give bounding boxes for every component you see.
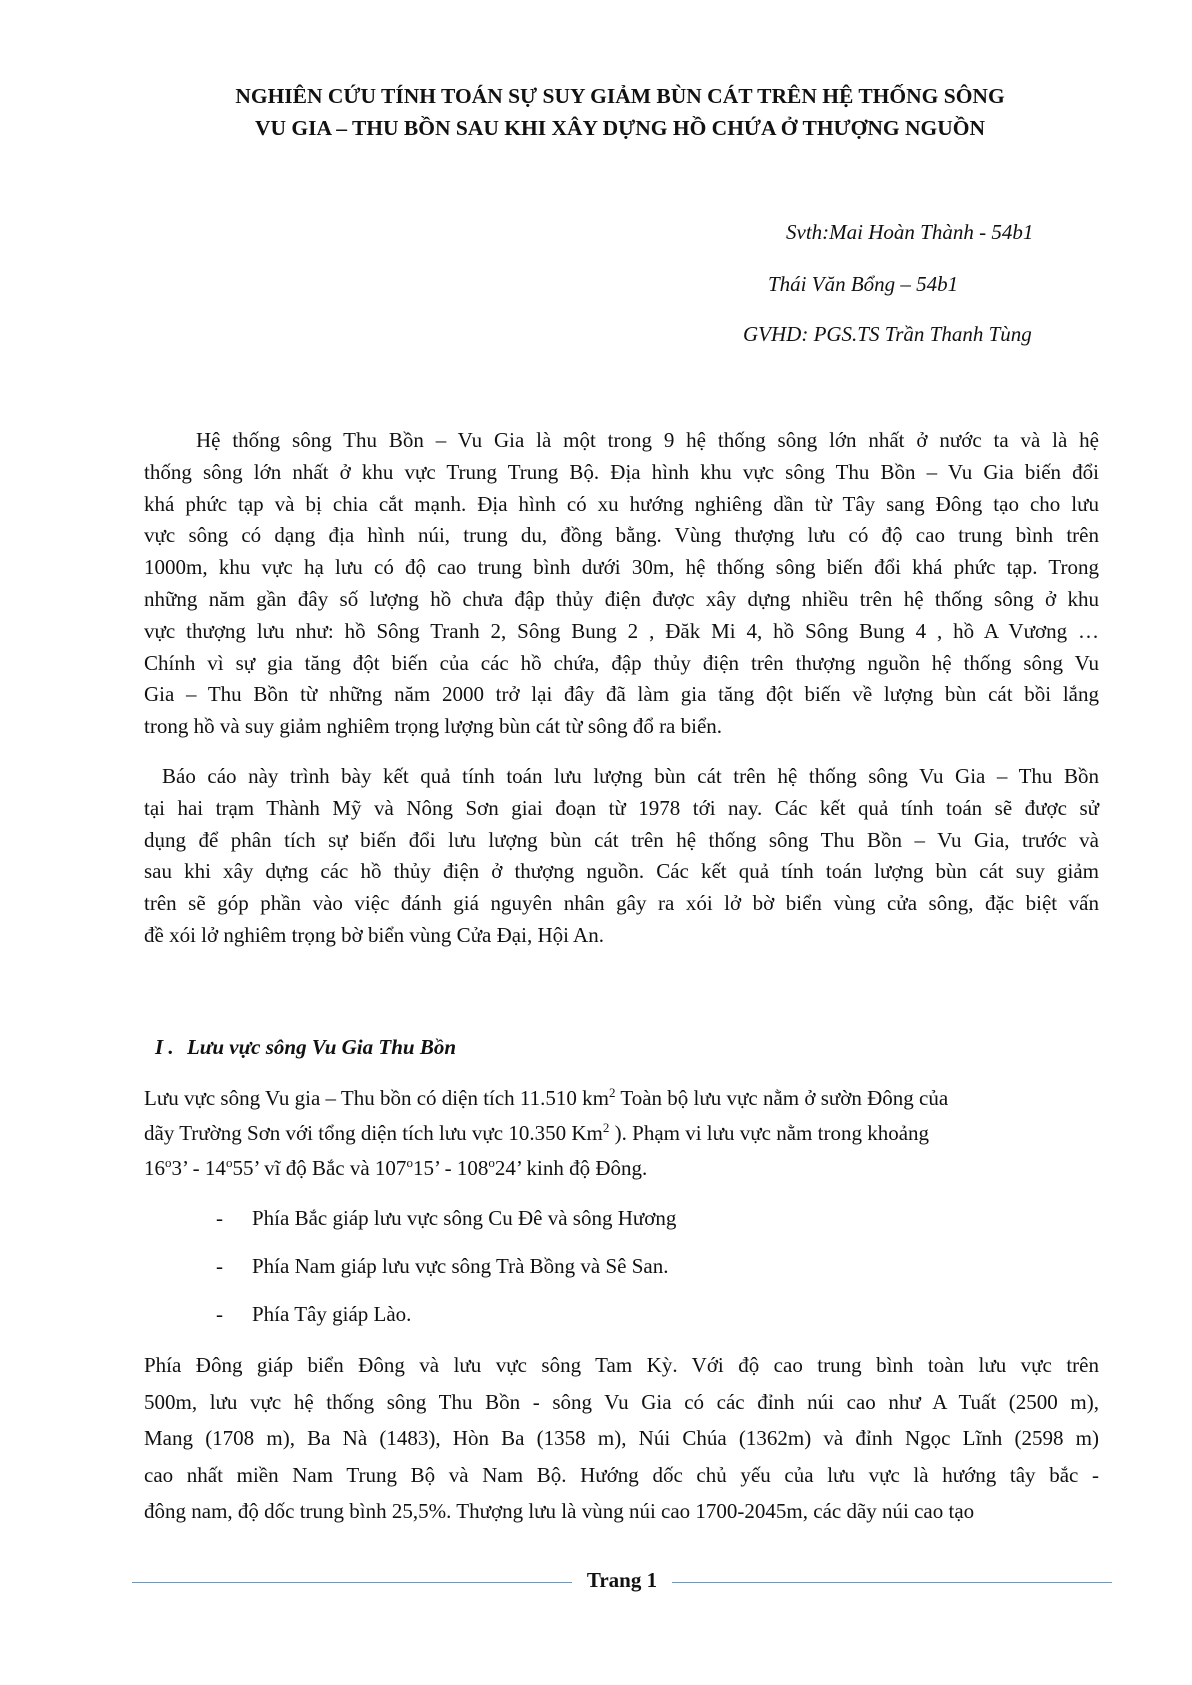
paragraph-line: tại hai trạm Thành Mỹ và Nông Sơn giai đoạn từ 1978 tới nay. Các kết quả tính toán sẽ được sử xyxy=(144,795,1099,820)
bullet-dash: - xyxy=(216,1206,223,1230)
paragraph-line: vực thượng lưu như: hồ Sông Tranh 2, Sông Bung 2 , Đăk Mi 4, hồ Sông Bung 4 , hồ A Vương … xyxy=(144,618,1099,643)
paragraph-line: đề xói lở nghiêm trọng bờ biển vùng Cửa Đại, Hội An. xyxy=(144,922,604,947)
paragraph-line: sau khi xây dựng các hồ thủy điện ở thượng nguồn. Các kết quả tính toán lượng bùn cát suy giảm xyxy=(144,859,1099,884)
title-line-2: VU GIA – THU BỒN SAU KHI XÂY DỰNG HỒ CHỨA Ở THƯỢNG NGUỒN xyxy=(254,116,986,140)
paragraph-line: dụng để phân tích sự biến đổi lưu lượng bùn cát trên hệ thống sông Thu Bồn – Vu Gia, trước và xyxy=(144,827,1099,852)
page-number: Trang 1 xyxy=(577,1568,667,1592)
paragraph-line: Hệ thống sông Thu Bồn – Vu Gia là một trong 9 hệ thống sông lớn nhất ở nước ta và là hệ xyxy=(196,428,1099,452)
area-line-1: Lưu vực sông Vu gia – Thu bồn có diện tích 11.510 $km^2$ Toàn bộ lưu vực nằm ở sườn Đông của xyxy=(144,1085,949,1110)
author-student-2: Thái Văn Bổng – 54b1 xyxy=(768,272,959,296)
list-item-text: Phía Nam giáp lưu vực sông Trà Bồng và Sê San. xyxy=(252,1254,669,1278)
paragraph-line: Báo cáo này trình bày kết quả tính toán lưu lượng bùn cát trên hệ thống sông Vu Gia – Thu Bồn xyxy=(162,764,1099,788)
list-item-text: Phía Tây giáp Lào. xyxy=(252,1302,412,1326)
bullet-dash: - xyxy=(216,1302,223,1326)
author-student-1: Svth:Mai Hoàn Thành - 54b1 xyxy=(786,220,1034,244)
intro-paragraph-2 xyxy=(144,761,1099,952)
paragraph-line: Gia – Thu Bồn từ những năm 2000 trở lại đây đã làm gia tăng đột biến về lượng bùn cát bồi lắng xyxy=(144,682,1099,707)
coordinates-line: 16$^o$3’ - 14$^o$55’ vĩ độ Bắc và 107$^o$15’ - 108$^o$24’ kinh độ Đông. xyxy=(144,1155,648,1180)
section-number: I . xyxy=(155,1035,174,1059)
paragraph-line: đông nam, độ dốc trung bình 25,5%. Thượng lưu là vùng núi cao 1700-2045m, các dãy núi cao tạo xyxy=(144,1499,975,1523)
author-supervisor: GVHD: PGS.TS Trần Thanh Tùng xyxy=(743,322,1032,346)
paragraph-line: Chính vì sự gia tăng đột biến của các hồ chứa, đập thủy điện trên thượng nguồn hệ thống sông Vu xyxy=(144,650,1099,675)
paragraph-line: cao nhất miền Nam Trung Bộ và Nam Bộ. Hướng dốc chủ yếu của lưu vực là hướng tây bắc - xyxy=(144,1462,1099,1487)
paragraph-line: khá phức tạp và bị chia cắt mạnh. Địa hình có xu hướng nghiêng dần từ Tây sang Đông tạo cho lưu xyxy=(144,491,1099,516)
paragraph-line: Phía Đông giáp biển Đông và lưu vực sông Tam Kỳ. Với độ cao trung bình toàn lưu vực trên xyxy=(144,1353,1099,1377)
section-title: Lưu vực sông Vu Gia Thu Bồn xyxy=(186,1035,456,1059)
list-item-text: Phía Bắc giáp lưu vực sông Cu Đê và sông Hương xyxy=(252,1206,677,1230)
area-line-2: dãy Trường Sơn với tổng diện tích lưu vực 10.350 Km$^2$ ). Phạm vi lưu vực nằm trong khoảng xyxy=(144,1120,930,1145)
page-footer xyxy=(132,1568,1112,1598)
intro-paragraph-1 xyxy=(144,425,1099,743)
paragraph-line: Mang (1708 m), Ba Nà (1483), Hòn Ba (1358 m), Núi Chúa (1362m) và đỉnh Ngọc Lĩnh (2598 m) xyxy=(144,1426,1099,1450)
paragraph-line: vực sông có dạng địa hình núi, trung du, đồng bằng. Vùng thượng lưu có độ cao trung bình trên xyxy=(144,523,1099,548)
bullet-dash: - xyxy=(216,1254,223,1278)
paragraph-line: thống sông lớn nhất ở khu vực Trung Trung Bộ. Địa hình khu vực sông Thu Bồn – Vu Gia biến đổi xyxy=(144,459,1099,484)
paragraph-line: những năm gần đây số lượng hồ chưa đập thủy điện được xây dựng nhiều trên hệ thống sông ở khu xyxy=(144,586,1099,611)
document-title xyxy=(145,80,1095,144)
paragraph-line: trong hồ và suy giảm nghiêm trọng lượng bùn cát từ sông đổ ra biển. xyxy=(144,714,723,739)
section-heading xyxy=(155,1035,464,1060)
paragraph-line: trên sẽ góp phần vào việc đánh giá nguyên nhân gây ra xói lở bờ biển vùng cửa sông, đặc biệt vấn xyxy=(144,891,1099,916)
paragraph-line: 500m, lưu vực hệ thống sông Thu Bồn - sông Vu Gia có các đỉnh núi cao như A Tuất (2500 m), xyxy=(144,1389,1099,1414)
title-line-1: NGHIÊN CỨU TÍNH TOÁN SỰ SUY GIẢM BÙN CÁT TRÊN HỆ THỐNG SÔNG xyxy=(235,84,1005,108)
paragraph-line: 1000m, khu vực hạ lưu có độ cao trung bình dưới 30m, hệ thống sông biến đổi khá phức tạp. Trong xyxy=(144,555,1099,580)
body-paragraph-3 xyxy=(144,1347,1099,1530)
